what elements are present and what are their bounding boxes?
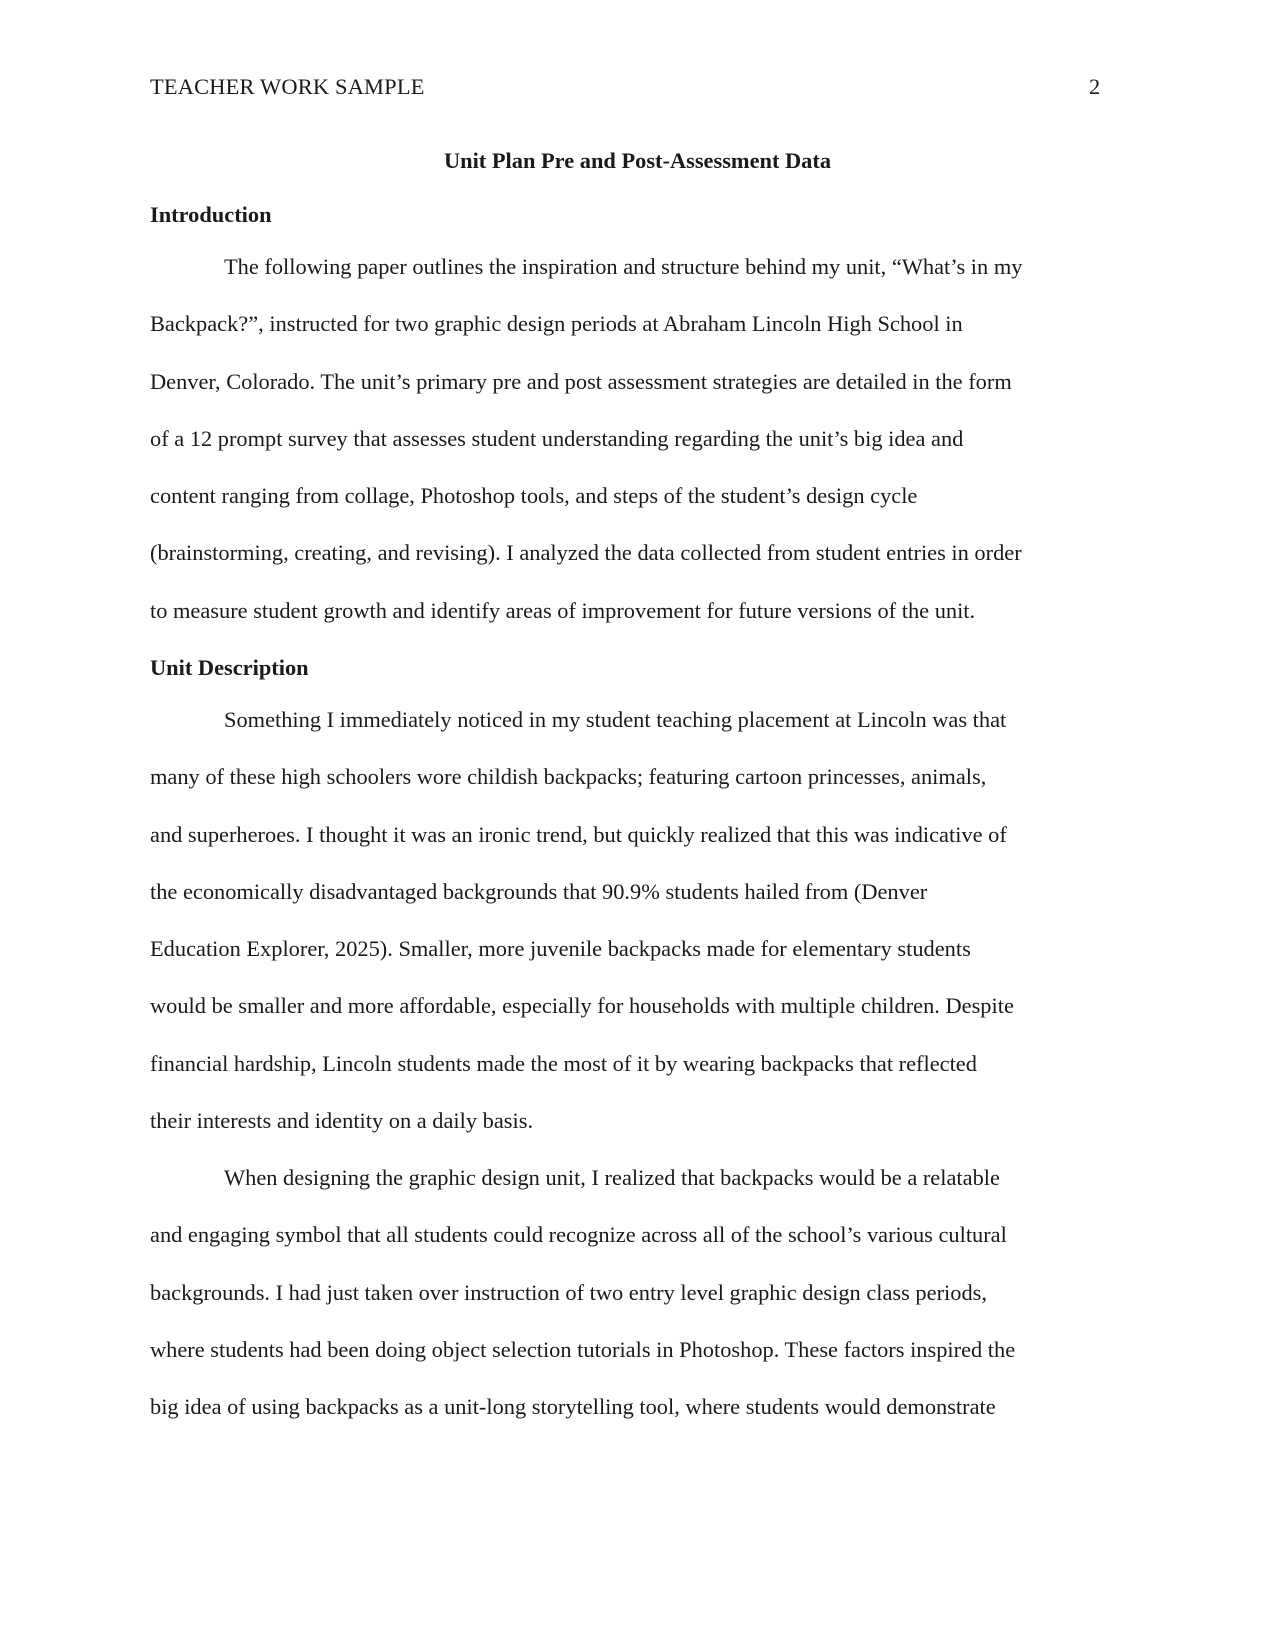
paragraph-line: of a 12 prompt survey that assesses student understanding regarding the unit’s big idea and [150, 425, 964, 451]
paragraph-line: The following paper outlines the inspiration and structure behind my unit, “What’s in my [224, 254, 1023, 279]
paragraph-line: content ranging from collage, Photoshop tools, and steps of the student’s design cycle [150, 483, 918, 509]
paragraph-line: would be smaller and more affordable, especially for households with multiple children. Despite [150, 993, 1014, 1019]
paragraph-line: and superheroes. I thought it was an ironic trend, but quickly realized that this was indicative of [150, 821, 1007, 847]
paragraph-line: When designing the graphic design unit, I realized that backpacks would be a relatable [224, 1165, 1000, 1190]
paragraph-line: their interests and identity on a daily basis. [150, 1108, 534, 1134]
paragraph-line: backgrounds. I had just taken over instruction of two entry level graphic design class periods, [150, 1279, 987, 1305]
paragraph-line: where students had been doing object selection tutorials in Photoshop. These factors inspired the [150, 1336, 1016, 1362]
page-number: 2 [1089, 74, 1101, 99]
paragraph-line: Denver, Colorado. The unit’s primary pre and post assessment strategies are detailed in the form [150, 368, 1012, 394]
paragraph-line: the economically disadvantaged backgrounds that 90.9% students hailed from (Denver [150, 878, 928, 904]
paragraph-line: and engaging symbol that all students could recognize across all of the school’s various cultural [150, 1222, 1007, 1248]
paragraph-line: big idea of using backpacks as a unit-long storytelling tool, where students would demonstrate [150, 1394, 996, 1420]
paragraph-line: many of these high schoolers wore childish backpacks; featuring cartoon princesses, animals, [150, 764, 987, 790]
section-heading-unit-description: Unit Description [150, 655, 309, 680]
paragraph-line: financial hardship, Lincoln students made the most of it by wearing backpacks that reflected [150, 1050, 977, 1076]
paragraph-line: Something I immediately noticed in my student teaching placement at Lincoln was that [224, 707, 1007, 732]
paragraph-unit-description-1 [150, 691, 1132, 1149]
running-head: TEACHER WORK SAMPLE [150, 74, 425, 99]
paragraph-line: to measure student growth and identify areas of improvement for future versions of the unit. [150, 597, 976, 623]
document-title: Unit Plan Pre and Post-Assessment Data [443, 148, 832, 173]
paragraph-unit-description-2 [150, 1149, 1132, 1435]
section-heading-introduction: Introduction [150, 202, 272, 227]
paragraph-line: (brainstorming, creating, and revising). I analyzed the data collected from student entries in order [150, 540, 1022, 566]
paragraph-introduction [150, 238, 1132, 639]
paragraph-line: Backpack?”, instructed for two graphic design periods at Abraham Lincoln High School in [150, 311, 963, 337]
paragraph-line: Education Explorer, 2025). Smaller, more juvenile backpacks made for elementary students [150, 936, 971, 962]
